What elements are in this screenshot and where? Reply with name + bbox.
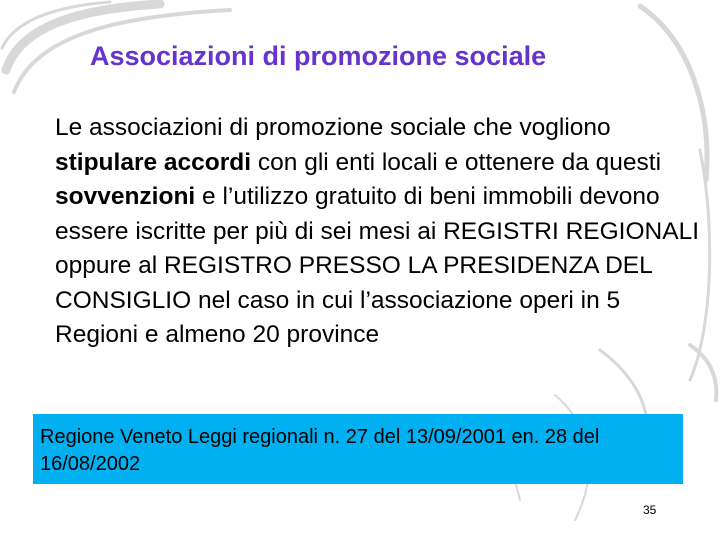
slide-title: Associazioni di promozione sociale [90, 41, 547, 71]
body-text-part-1: Le associazioni di promozione sociale che vogliono [55, 114, 611, 141]
body-bold-stipulare-accordi: stipulare accordi [55, 148, 252, 176]
body-bold-sovvenzioni: sovvenzioni [55, 183, 196, 210]
law-reference-text: Regione Veneto Leggi regionali n. 27 del 13/09/2001 en. 28 del 16/08/2002 [40, 426, 600, 475]
law-reference-box [33, 414, 683, 484]
page-number: 35 [643, 503, 657, 517]
body-text-part-3: e l’utilizzo gratuito di beni immobili devono essere iscritte per più di sei mesi ai REGISTRI REGIONALI oppure al REGISTRO PRESSO LA PRESIDENZA DEL CONSIGLIO nel caso in cui l’associazione operi in 5 Regioni e almeno 20 province [55, 183, 699, 348]
body-text-part-2: con gli enti locali e ottenere da questi [251, 148, 662, 176]
body-paragraph [55, 111, 705, 353]
